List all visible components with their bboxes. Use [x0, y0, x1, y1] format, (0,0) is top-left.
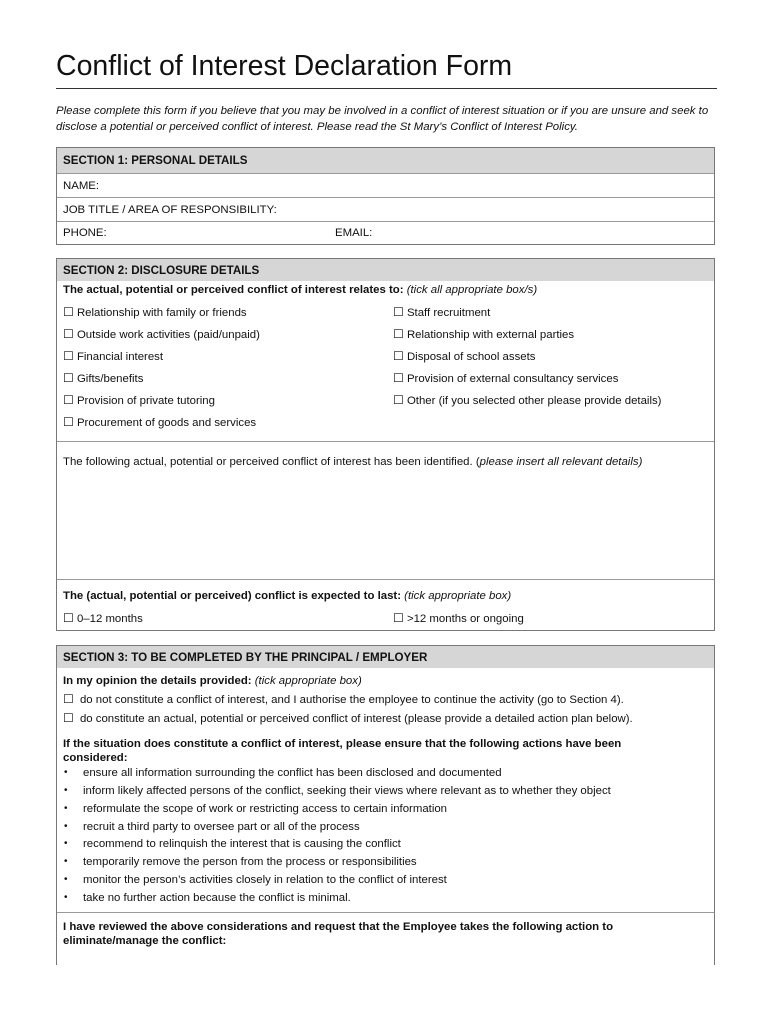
relates-label: The actual, potential or perceived conflict of interest relates to:: [63, 284, 404, 296]
checkbox-icon[interactable]: ☐: [63, 349, 74, 363]
action-text: monitor the person’s activities closely in relation to the conflict of interest: [83, 874, 447, 886]
opinion-hint: (tick appropriate box): [254, 675, 362, 687]
option-outside-work[interactable]: [63, 327, 260, 341]
option-label: Financial interest: [76, 351, 164, 363]
action-item: [57, 892, 351, 904]
actions-heading-line: If the situation does constitute a conflict of interest, please ensure that the following actions have been: [63, 738, 622, 750]
option-label: do constitute an actual, potential or perceived conflict of interest (please provide a detailed action plan below).: [79, 713, 633, 725]
request-line: I have reviewed the above considerations and request that the Employee takes the following action to: [63, 921, 614, 933]
bullet-icon: •: [64, 821, 68, 832]
identified-hint: please insert all relevant details): [479, 456, 643, 468]
email-field[interactable]: [335, 227, 372, 239]
option-label: Relationship with external parties: [406, 329, 575, 341]
action-item: [57, 785, 611, 797]
checkbox-icon[interactable]: ☐: [393, 327, 404, 341]
bullet-icon: •: [64, 803, 68, 814]
action-item: [57, 821, 360, 833]
checkbox-icon[interactable]: ☐: [393, 349, 404, 363]
duration-question: [63, 590, 511, 602]
option-label: Gifts/benefits: [76, 373, 144, 385]
bullet-icon: •: [64, 856, 68, 867]
checkbox-icon[interactable]: ☐: [63, 327, 74, 341]
action-item: [57, 874, 447, 886]
action-item: [57, 838, 401, 850]
option-staff-recruitment[interactable]: [393, 305, 490, 319]
option-school-assets[interactable]: [393, 349, 535, 363]
section-2-box: [56, 258, 715, 631]
bullet-icon: •: [64, 892, 68, 903]
opinion-question: [63, 675, 362, 687]
action-text: recruit a third party to oversee part or all of the process: [83, 821, 360, 833]
option-consultancy[interactable]: [393, 371, 618, 385]
section-1-box: [56, 147, 715, 245]
name-field[interactable]: [57, 173, 714, 197]
option-over-12-months[interactable]: [393, 611, 524, 625]
option-label: Disposal of school assets: [406, 351, 536, 363]
divider: [57, 441, 714, 442]
page-title: Conflict of Interest Declaration Form: [56, 50, 513, 82]
identified-label: The following actual, potential or perceived conflict of interest has been identified. (: [63, 456, 480, 468]
option-label: Provision of external consultancy services: [406, 373, 619, 385]
checkbox-icon[interactable]: ☐: [393, 305, 404, 319]
option-not-conflict[interactable]: [63, 692, 624, 706]
bullet-icon: •: [64, 874, 68, 885]
checkbox-icon[interactable]: ☐: [393, 393, 404, 407]
action-text: reformulate the scope of work or restricting access to certain information: [83, 803, 448, 815]
request-heading: [63, 920, 613, 948]
option-0-12-months[interactable]: [63, 611, 143, 625]
action-text: recommend to relinquish the interest that is causing the conflict: [83, 838, 401, 850]
actions-heading: [63, 737, 621, 765]
checkbox-icon[interactable]: ☐: [63, 692, 74, 706]
checkbox-icon[interactable]: ☐: [393, 371, 404, 385]
action-item: [57, 767, 502, 779]
bullet-icon: •: [64, 785, 68, 796]
option-procurement[interactable]: [63, 415, 256, 429]
intro-text: Please complete this form if you believe that you may be involved in a conflict of interest situation or if you are unsure and seek to disclose a potential or perceived conflict of interest. Please read the St Mary’s Conflict of Interest Policy.: [56, 105, 709, 133]
option-label: Procurement of goods and services: [76, 417, 257, 429]
duration-hint: (tick appropriate box): [404, 590, 512, 602]
option-private-tutoring[interactable]: [63, 393, 215, 407]
option-label: Outside work activities (paid/unpaid): [76, 329, 260, 341]
checkbox-icon[interactable]: ☐: [63, 611, 74, 625]
action-text: take no further action because the conflict is minimal.: [83, 892, 351, 904]
email-label: EMAIL:: [335, 227, 373, 239]
opinion-label: In my opinion the details provided:: [63, 675, 252, 687]
identified-details-field[interactable]: [63, 456, 642, 468]
option-label: Relationship with family or friends: [76, 307, 247, 319]
checkbox-icon[interactable]: ☐: [63, 711, 74, 725]
contact-row: [57, 221, 714, 244]
section-3-heading: SECTION 3: TO BE COMPLETED BY THE PRINCIPAL / EMPLOYER: [57, 646, 714, 668]
option-label: Provision of private tutoring: [76, 395, 215, 407]
checkbox-icon[interactable]: ☐: [63, 415, 74, 429]
option-label: Other (if you selected other please provide details): [406, 395, 662, 407]
action-text: ensure all information surrounding the conflict has been disclosed and documented: [83, 767, 502, 779]
action-text: temporarily remove the person from the process or responsibilities: [83, 856, 417, 868]
checkbox-icon[interactable]: ☐: [63, 305, 74, 319]
job-title-field[interactable]: [57, 197, 714, 221]
section-2-heading: SECTION 2: DISCLOSURE DETAILS: [57, 259, 714, 281]
bullet-icon: •: [64, 838, 68, 849]
relates-question: [63, 284, 537, 296]
option-label: >12 months or ongoing: [406, 613, 524, 625]
bullet-icon: •: [64, 767, 68, 778]
name-label: NAME:: [63, 179, 100, 192]
section-3-box: [56, 645, 715, 965]
option-family-friends[interactable]: [63, 305, 247, 319]
action-item: [57, 856, 417, 868]
option-label: 0–12 months: [76, 613, 143, 625]
relates-hint: (tick all appropriate box/s): [406, 284, 538, 296]
request-line: eliminate/manage the conflict:: [63, 935, 227, 947]
checkbox-icon[interactable]: ☐: [63, 371, 74, 385]
phone-field[interactable]: [63, 227, 335, 239]
title-rule: [56, 88, 717, 89]
option-financial-interest[interactable]: [63, 349, 163, 363]
option-external-parties[interactable]: [393, 327, 574, 341]
option-other[interactable]: [393, 393, 661, 407]
phone-label: PHONE:: [63, 227, 107, 239]
option-is-conflict[interactable]: [63, 711, 633, 725]
divider: [57, 912, 714, 913]
option-label: Staff recruitment: [406, 307, 491, 319]
job-title-label: JOB TITLE / AREA OF RESPONSIBILITY:: [63, 203, 277, 216]
section-1-heading: SECTION 1: PERSONAL DETAILS: [57, 148, 714, 173]
action-item: [57, 803, 447, 815]
option-gifts-benefits[interactable]: [63, 371, 143, 385]
duration-label: The (actual, potential or perceived) conflict is expected to last:: [63, 590, 401, 602]
divider: [57, 579, 714, 580]
checkbox-icon[interactable]: ☐: [393, 611, 404, 625]
checkbox-icon[interactable]: ☐: [63, 393, 74, 407]
option-label: do not constitute a conflict of interest, and I authorise the employee to continue the activity (go to Section 4).: [79, 694, 624, 706]
action-text: inform likely affected persons of the conflict, seeking their views where relevant as to whether they object: [83, 785, 611, 797]
actions-heading-line: considered:: [63, 752, 128, 764]
